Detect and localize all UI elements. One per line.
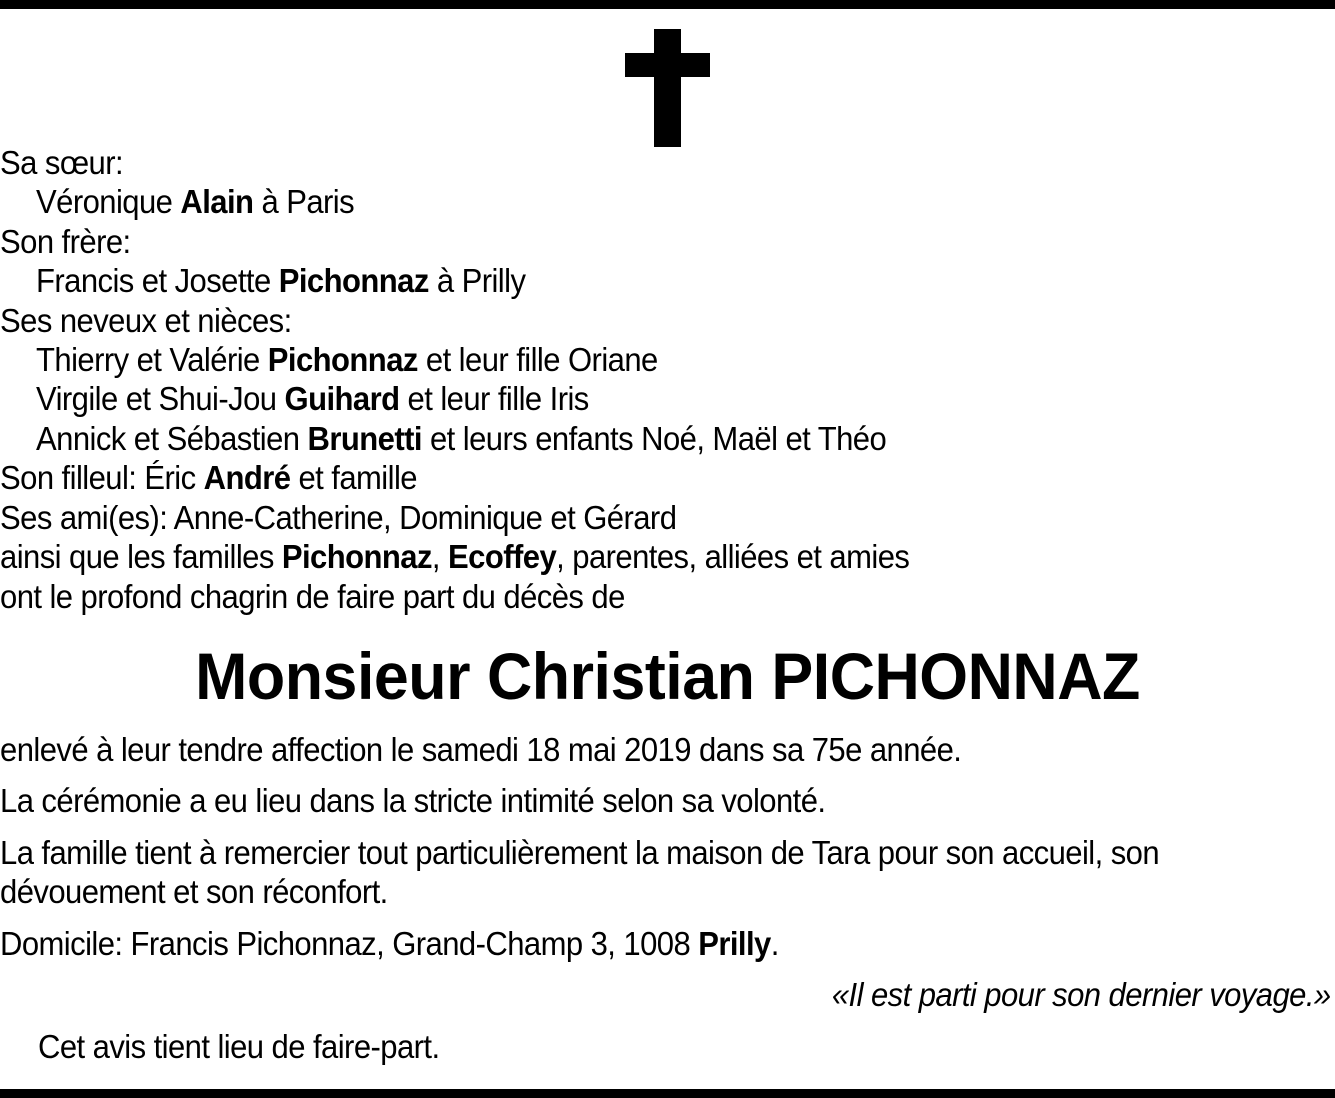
families-entry: ainsi que les familles Pichonnaz, Ecoffey, parentes, alliées et amies — [0, 538, 910, 575]
death-details: enlevé à leur tendre affection le samedi 18 mai 2019 dans sa 75e année. — [0, 731, 962, 768]
announcement-text: ont le profond chagrin de faire part du décès de — [0, 578, 625, 615]
nephews-label: Ses neveux et nièces: — [0, 302, 292, 339]
godson-entry: Son filleul: Éric André et famille — [0, 459, 417, 496]
ceremony-text: La cérémonie a eu lieu dans la stricte intimité selon sa volonté. — [0, 782, 826, 819]
notice-text: Cet avis tient lieu de faire-part. — [38, 1028, 440, 1065]
domicile-text: Domicile: Francis Pichonnaz, Grand-Champ 3, 1008 Prilly. — [0, 925, 779, 962]
sister-entry: Véronique Alain à Paris — [36, 183, 355, 220]
top-rule — [0, 0, 1335, 9]
nephew-entry: Virgile et Shui-Jou Guihard et leur fille Iris — [36, 380, 589, 417]
epitaph-quote: «Il est parti pour son dernier voyage.» — [832, 976, 1331, 1013]
cross-icon — [625, 29, 710, 147]
thanks-text-line2: dévouement et son réconfort. — [0, 873, 388, 910]
brother-label: Son frère: — [0, 223, 131, 260]
brother-entry: Francis et Josette Pichonnaz à Prilly — [36, 262, 526, 299]
deceased-name: Monsieur Christian PICHONNAZ — [195, 639, 1140, 713]
nephew-entry: Annick et Sébastien Brunetti et leurs enfants Noé, Maël et Théo — [36, 420, 887, 457]
sister-label: Sa sœur: — [0, 144, 124, 181]
friends-entry: Ses ami(es): Anne-Catherine, Dominique et Gérard — [0, 499, 677, 536]
thanks-text-line1: La famille tient à remercier tout particulièrement la maison de Tara pour son accueil, son — [0, 834, 1160, 871]
nephew-entry: Thierry et Valérie Pichonnaz et leur fille Oriane — [36, 341, 658, 378]
bottom-rule — [0, 1089, 1335, 1098]
